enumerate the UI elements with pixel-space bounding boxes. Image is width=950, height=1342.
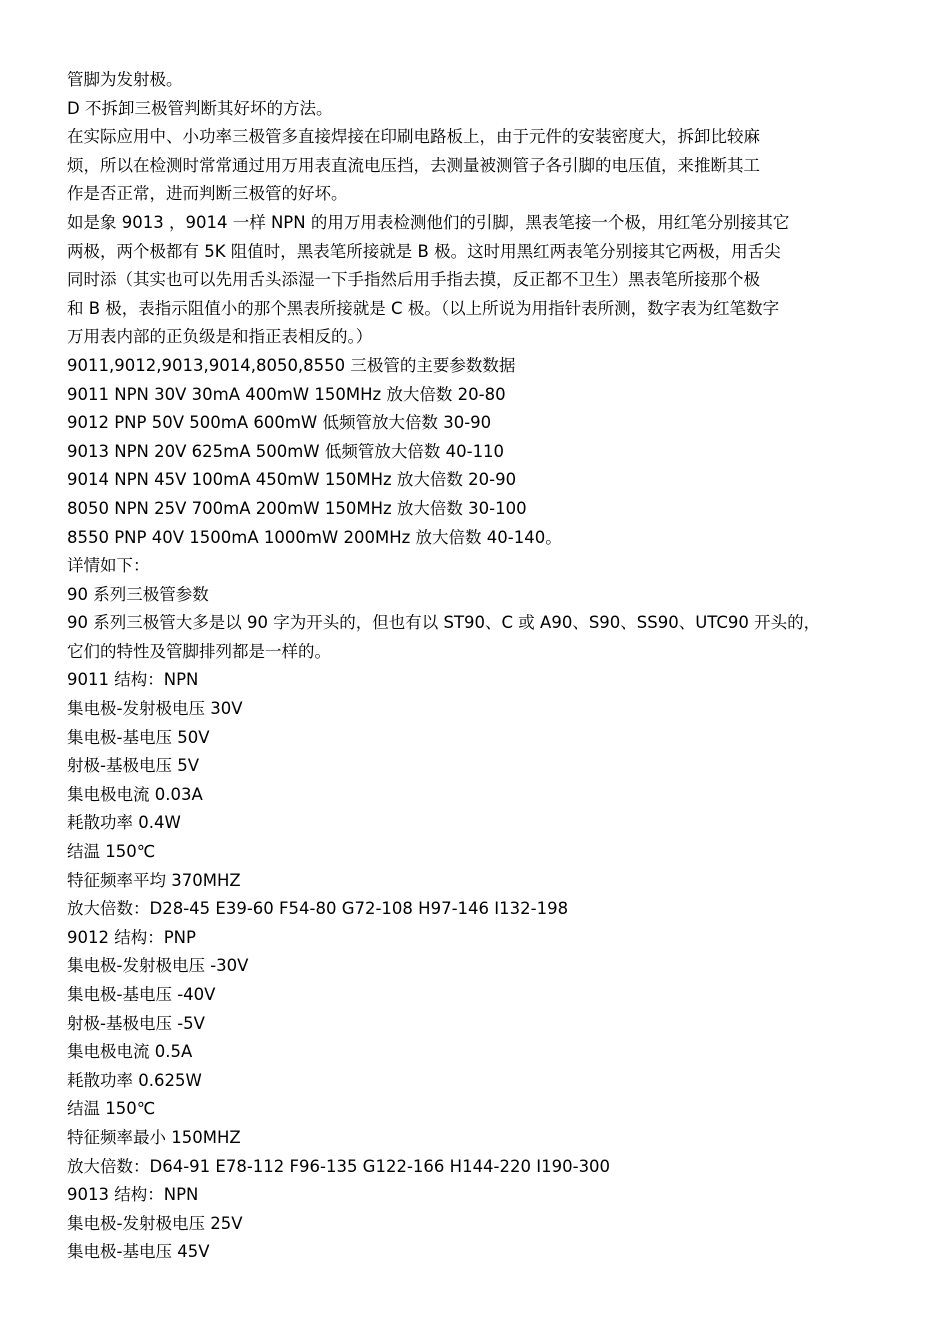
section-heading: 90 系列三极管参数 bbox=[67, 584, 209, 604]
spec-line: 9013 NPN 20V 625mA 500mW 低频管放大倍数 40-110 bbox=[67, 441, 505, 461]
text-line: 和 B 极，表指示阻值小的那个黑表所接就是 C 极。（以上所说为用指针表所测，数字表为红笔数字 bbox=[67, 298, 780, 318]
param-line: 射极-基极电压 5V bbox=[67, 756, 199, 776]
text-line: 管脚为发射极。 bbox=[67, 70, 183, 89]
param-line: 耗散功率 0.4W bbox=[67, 813, 181, 833]
param-line: 集电极-发射极电压 30V bbox=[67, 699, 243, 719]
param-line: 特征频率最小 150MHZ bbox=[67, 1127, 241, 1147]
param-line: 集电极-基电压 -40V bbox=[67, 985, 216, 1004]
text-line: 90 系列三极管大多是以 90 字为开头的，但也有以 ST90、C 或 A90、S90、SS90、UTC90 开头的， bbox=[67, 613, 821, 633]
text-line: 同时添（其实也可以先用舌头添湿一下手指然后用手指去摸，反正都不卫生）黑表笔所接那个极 bbox=[67, 270, 760, 290]
param-line: 耗散功率 0.625W bbox=[67, 1070, 202, 1090]
param-line: 集电极-基电压 50V bbox=[67, 727, 210, 747]
section-heading: 9011,9012,9013,9014,8050,8550 三极管的主要参数数据 bbox=[67, 355, 516, 375]
param-line: 射极-基极电压 -5V bbox=[67, 1013, 205, 1033]
param-line: 集电极电流 0.5A bbox=[67, 1042, 193, 1062]
text-line: 万用表内部的正负级是和指正表相反的。） bbox=[67, 327, 373, 347]
param-line: 集电极-发射极电压 -30V bbox=[67, 956, 249, 976]
text-line: 烦，所以在检测时常常通过用万用表直流电压挡，去测量被测管子各引脚的电压值，来推断其工 bbox=[67, 155, 760, 175]
text-line: 在实际应用中、小功率三极管多直接焊接在印刷电路板上，由于元件的安装密度大，拆卸比较麻 bbox=[67, 127, 760, 147]
text-line: 详情如下： bbox=[67, 556, 150, 576]
model-heading: 9013 结构：NPN bbox=[67, 1185, 199, 1205]
model-heading: 9011 结构：NPN bbox=[67, 670, 199, 690]
text-line: 如是象 9013 ，9014 一样 NPN 的用万用表检测他们的引脚，黑表笔接一个极，用红笔分别接其它 bbox=[67, 212, 790, 232]
param-line: 放大倍数：D28-45 E39-60 F54-80 G72-108 H97-146 I132-198 bbox=[67, 899, 569, 919]
param-line: 放大倍数：D64-91 E78-112 F96-135 G122-166 H144-220 I190-300 bbox=[67, 1156, 611, 1176]
document-body bbox=[67, 66, 887, 1267]
text-line: 它们的特性及管脚排列都是一样的。 bbox=[67, 641, 331, 661]
param-line: 结温 150℃ bbox=[67, 842, 156, 862]
model-heading: 9012 结构：PNP bbox=[67, 927, 196, 947]
spec-line: 9014 NPN 45V 100mA 450mW 150MHz 放大倍数 20-90 bbox=[67, 470, 517, 490]
text-line: 两极，两个极都有 5K 阻值时，黑表笔所接就是 B 极。这时用黑红两表笔分别接其它两极，用舌尖 bbox=[67, 241, 781, 261]
spec-line: 8050 NPN 25V 700mA 200mW 150MHz 放大倍数 30-100 bbox=[67, 498, 527, 518]
param-line: 特征频率平均 370MHZ bbox=[67, 870, 241, 890]
section-heading: D 不拆卸三极管判断其好坏的方法。 bbox=[67, 98, 333, 118]
spec-line: 9012 PNP 50V 500mA 600mW 低频管放大倍数 30-90 bbox=[67, 413, 492, 433]
spec-line: 9011 NPN 30V 30mA 400mW 150MHz 放大倍数 20-80 bbox=[67, 384, 506, 404]
param-line: 集电极-基电压 45V bbox=[67, 1242, 210, 1262]
param-line: 集电极电流 0.03A bbox=[67, 784, 203, 804]
param-line: 集电极-发射极电压 25V bbox=[67, 1213, 243, 1233]
spec-line: 8550 PNP 40V 1500mA 1000mW 200MHz 放大倍数 40-140。 bbox=[67, 527, 562, 547]
text-line: 作是否正常，进而判断三极管的好坏。 bbox=[67, 184, 348, 204]
param-line: 结温 150℃ bbox=[67, 1099, 156, 1119]
